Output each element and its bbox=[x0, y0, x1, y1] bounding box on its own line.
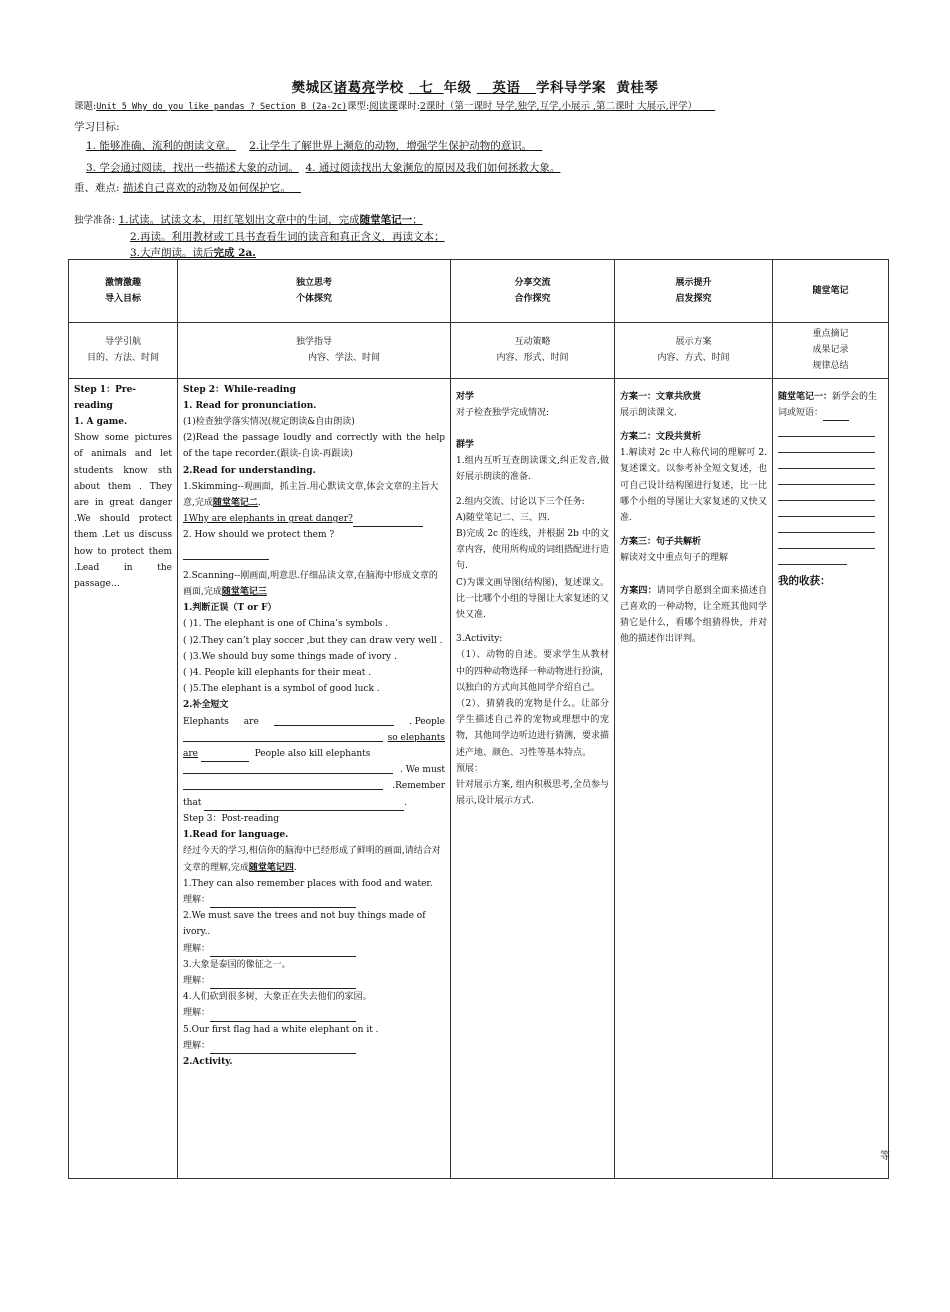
topic-line: 课题:Unit 5 Why do you like pandas ? Section B (2a-2c)课型:阅读课课时:2课时（第一课时 导学,独学,互学,小展示 ,第二课时 大展示,评学） bbox=[74, 101, 698, 112]
game-title: 1. A game. bbox=[74, 417, 128, 428]
lesson-table bbox=[68, 259, 889, 1179]
tf-item: ( )2.They can’t play soccer ,but they can draw very well . bbox=[183, 635, 443, 646]
table-header-row bbox=[69, 260, 889, 323]
subheader-col-3: 互动策略 内容、形式、时间 bbox=[451, 323, 615, 379]
step1-title: Step 1：Pre-reading bbox=[74, 384, 137, 411]
lesson-hours: 2课时（第一课时 导学,独学,互学,小展示 ,第二课时 大展示,评学） bbox=[419, 101, 698, 112]
page-title bbox=[0, 76, 950, 96]
prep-line-1: 独学准备: 1.试读。试读文本，用红笔划出文章中的生词，完成随堂笔记一； bbox=[74, 214, 423, 226]
col-pre-reading bbox=[69, 378, 178, 1178]
topic: Unit 5 Why do you like pandas ? Section B (2a-2c) bbox=[96, 102, 347, 112]
col-notes: 随堂笔记一：新学会的生词或短语： 我的收获： bbox=[773, 378, 889, 1178]
table-body-row bbox=[69, 378, 889, 1178]
focus: 描述自己喜欢的动物及如何保护它。 bbox=[122, 182, 291, 194]
col-while-reading: Step 2：While-reading 1. Read for pronunciation. (1)检查独学落实情况(规定朗读&自由朗读) (2)Read the passage loudly and correctly with the help of the tape recorder.(跟读-自读-再跟读) 2.Read for understanding. 1.Skimming--观画面，抓主旨.用心默读文章,体会文章的主旨大意,完成随堂笔记二. 1Why are elephants in great danger? 2. How should we protect them ? 2.Scanning--刚画面,明意思.仔细品读文章,在脑海中形成文章的画面,完成随堂笔记三 1.判断正误（T or F） ( )1. The elephant is one of China’s symbols . ( )2.They can’t play soccer ,but they can draw very well . ( )3.We should buy some things made of ivory . ( )4. People kill elephants for their meat . ( )5.The elephant is a symbol of good luck . 2.补全短文 Elephants are . People so elephants are People also kill elephants . We must .Remember that . Step 3：Post-reading 1.Read for language. 经过今天的学习,相信你的脑海中已经形成了鲜明的画面,请结合对文章的理解,完成随堂笔记四. 1.They can also remember places with food and water. 理解： 2.We must save the trees and not buy things made of ivory.. 理解： 3.大象是泰国的像征之一。 理解： 4.人们砍到很多树，大象正在失去他们的家园。 理解： 5.Our first flag had a white elephant on it . 理解： 2.Activity. bbox=[178, 378, 451, 1178]
header-col-1: 激情激趣 导入目标 bbox=[69, 260, 178, 323]
step2-title: Step 2：While-reading bbox=[183, 384, 296, 395]
prep-line-2: 2.再读。利用教材或工具书查看生词的读音和真正含义，再读文本； bbox=[130, 231, 445, 243]
grade: 七 bbox=[419, 80, 434, 96]
subheader-col-2: 独学指导 内容、学法、时间 bbox=[178, 323, 451, 379]
pre-reading-text: Show some pictures of animals and let students know sth about them . They are in great danger .We should protect them .Let us discuss how to protect them .Lead in the passage… bbox=[74, 433, 172, 590]
col-interaction: 对学 对子检查独学完成情况: 群学 1.组内互听互查朗读课文,纠正发音,做好展示朗读的准备. 2.组内交流、讨论以下三个任务: A)随堂笔记二、三、四. B)完成 2c 的连线，并根据 2b 中的文章内容，使用所构成的词组搭配进行造句. C)为课文画导图(结构图)，复述课文。比一比哪个小组的导图让大家复述的又快又准. 3.Activity: （1）、动物的自述。要求学生从教材中的四种动物选择一种动物进行扮演，以独白的方式向其他同学介绍自己。 （2）、猜猜我的宠物是什么。让部分学生描述自己养的宠物或理想中的宠物，其他同学边听边进行猜测，要求描述产地、颜色、习性等基本特点。 预展： 针对展示方案, 组内积极思考,全员参与展示,设计展示方式. bbox=[451, 378, 615, 1178]
question-2: 2. How should we protect them ? bbox=[183, 530, 335, 541]
table-subheader-row bbox=[69, 323, 889, 379]
col-presentation: 方案一：文章共欣赏 展示朗读课文. 方案二：文段共赏析 1.解读对 2c 中人称代词的理解可 2. 复述课文。以参考补全短文复述，也可自己设计结构图进行复述，比一比哪个小组的导图让大家复述的又快又准. 方案三：句子共解析 解读对文中重点句子的理解 方案四：请同学自愿到全面来描述自己喜欢的一种动物，让全班其他同学猜它是什么，看哪个组猜得快，并对他的描述作出评判。 bbox=[615, 378, 773, 1178]
header-col-2: 独立思考 个体探究 bbox=[178, 260, 451, 323]
prep-line-3: 3.大声朗读。读后完成 2a. bbox=[130, 247, 256, 259]
tf-item: ( )1. The elephant is one of China’s symbols . bbox=[183, 619, 389, 630]
tf-item: ( )4. People kill elephants for their meat . bbox=[183, 668, 372, 679]
doc-type: 学科导学案 bbox=[536, 80, 607, 96]
subheader-col-1: 导学引航 目的、方法、时间 bbox=[69, 323, 178, 379]
school-name: 诸葛亮 bbox=[333, 80, 376, 96]
header-col-4: 展示提升 启发探究 bbox=[615, 260, 773, 323]
focus-line: 重、难点: 描述自己喜欢的动物及如何保护它。 bbox=[74, 182, 291, 194]
lesson-type: 阅读课 bbox=[369, 101, 398, 112]
school-label: 学校 bbox=[375, 80, 404, 96]
goals-row-1: 1. 能够准确、流利的朗读文章。 2.让学生了解世界上濒危的动物，增强学生保护动物的意识。 bbox=[86, 140, 533, 152]
goals-label: 学习目标: bbox=[74, 121, 120, 133]
goals-row-2: 3. 学会通过阅读，找出一些描述大象的动词。 4. 通过阅读找出大象濒危的原因及我们如何拯救大象。 bbox=[86, 162, 561, 174]
tf-item: ( )5.The elephant is a symbol of good luck . bbox=[183, 684, 380, 695]
header-col-5: 随堂笔记 bbox=[773, 260, 889, 323]
grade-label: 年级 bbox=[443, 80, 472, 96]
subheader-col-5: 重点摘记 成果记录 规律总结 bbox=[773, 323, 889, 379]
header-col-3: 分享交流 合作探究 bbox=[451, 260, 615, 323]
note-lines bbox=[778, 421, 883, 565]
tf-item: ( )3.We should buy some things made of ivory . bbox=[183, 651, 397, 662]
step3-title: Step 3：Post-reading bbox=[183, 813, 280, 824]
district: 樊城区 bbox=[291, 80, 334, 96]
my-gains-label: 我的收获： bbox=[778, 575, 831, 588]
side-mark: 等 bbox=[880, 1151, 890, 1162]
teacher-name: 黄桂琴 bbox=[616, 80, 659, 96]
question-1: 1Why are elephants in great danger? bbox=[183, 514, 353, 525]
subject: 英语 bbox=[492, 80, 521, 96]
subheader-col-4: 展示方案 内容、方式、时间 bbox=[615, 323, 773, 379]
